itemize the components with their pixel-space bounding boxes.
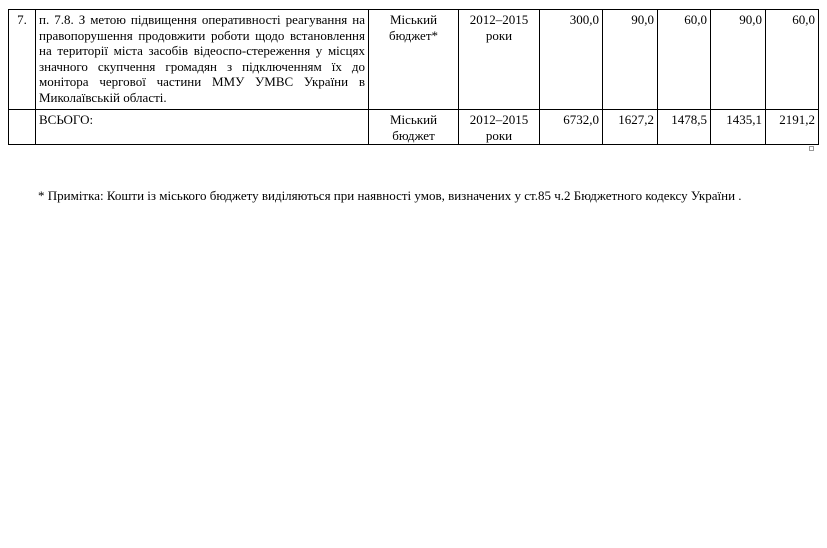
total-amount: 6732,0 — [540, 110, 603, 145]
amount-2015: 60,0 — [766, 10, 819, 110]
total-label: ВСЬОГО: — [36, 110, 369, 145]
budget-table — [8, 9, 819, 145]
amount-2012: 90,0 — [603, 10, 658, 110]
amount-2015: 2191,2 — [766, 110, 819, 145]
funding-source: Міський бюджет — [369, 110, 459, 145]
amount-2013: 60,0 — [658, 10, 711, 110]
amount-2013: 1478,5 — [658, 110, 711, 145]
total-amount: 300,0 — [540, 10, 603, 110]
funding-source: Міський бюджет* — [369, 10, 459, 110]
footnote: * Примітка: Кошти із міського бюджету виділяються при наявності умов, визначених у ст.85 ч.2 Бюджетного кодексу України . — [38, 188, 742, 203]
row-number: 7. — [9, 10, 36, 110]
row-number — [9, 110, 36, 145]
implementation-period: 2012–2015 роки — [459, 110, 540, 145]
table-row — [9, 10, 819, 110]
amount-2014: 90,0 — [711, 10, 766, 110]
amount-2012: 1627,2 — [603, 110, 658, 145]
amount-2014: 1435,1 — [711, 110, 766, 145]
table-resize-handle[interactable] — [809, 146, 814, 151]
implementation-period: 2012–2015 роки — [459, 10, 540, 110]
table-row-total — [9, 110, 819, 145]
measure-description: п. 7.8. З метою підвищення оперативності реагування на правопорушення продовжити роботи щодо встановлення на території міста засобів відеоспо-стереження у місцях значного скупчення громадян з підключенням їх до монітора чергової частини ММУ УМВС України в Миколаївській області. — [36, 10, 369, 110]
